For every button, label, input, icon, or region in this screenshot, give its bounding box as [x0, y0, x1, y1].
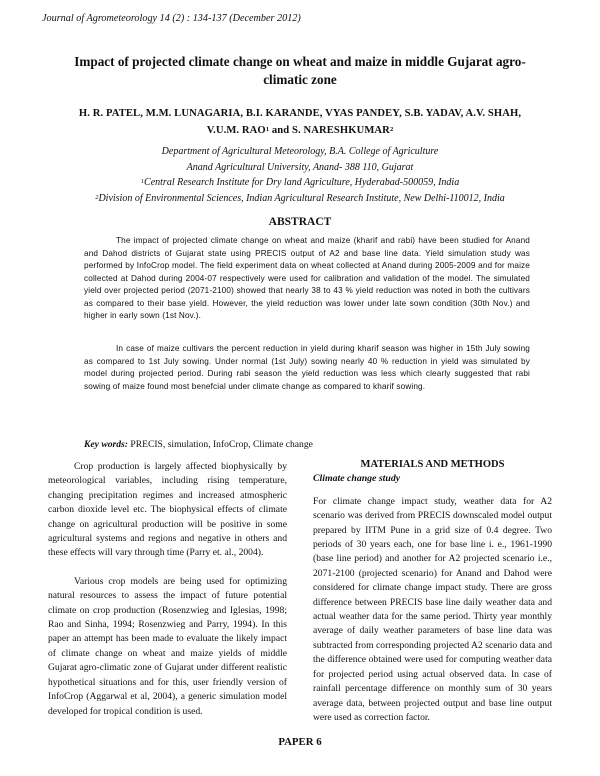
affiliation-4-text: Division of Environmental Sciences, Indian Agricultural Research Institute, New Delhi-110012, India	[98, 192, 505, 204]
keywords	[84, 439, 313, 450]
page-footer: PAPER 6	[278, 736, 322, 748]
climate-change-study-subheading: Climate change study	[313, 473, 401, 485]
author-nareshkumar: and S. NARESHKUMAR	[269, 125, 390, 136]
journal-citation: Journal of Agrometeorology 14 (2) : 134-137 (December 2012)	[42, 13, 301, 24]
author-nareshkumar-affil-mark: 2	[389, 126, 394, 133]
affiliation-3	[40, 175, 560, 191]
keywords-label: Key words:	[84, 439, 128, 450]
materials-methods-heading: MATERIALS AND METHODS	[360, 459, 505, 470]
keywords-list: PRECIS, simulation, InfoCrop, Climate change	[127, 439, 313, 450]
left-column	[48, 458, 287, 733]
author-line-2	[48, 122, 552, 139]
author-line-1: H. R. PATEL, M.M. LUNAGARIA, B.I. KARANDE, VYAS PANDEY, S.B. YADAV, A.V. SHAH,	[78, 108, 522, 119]
affiliation-3-text: Central Research Institute for Dry land Agriculture, Hyderabad-500059, India	[144, 177, 460, 189]
right-column	[313, 458, 552, 725]
abstract-paragraph-1: The impact of projected climate change on wheat and maize (kharif and rabi) have been studied for Anand and Dahod districts of Gujarat state using PRECIS output of A2 and base line data. Yield simulation study was performed by InfoCrop model. The field experiment data on wheat collected at Anand during 2005-2009 and for maize collected at Dahod during 2004-07 respectively were used for calibration and validation of the model. The simulated yield over projected period (2071-2100) showed that nearly 38 to 43 % yield reduction was noted in both the cultivars as compared to their base yield. However, the yield reduction was lower under late sown condition (30th Nov.) and higher in early sown (1st Nov.).	[84, 236, 530, 320]
abstract-heading: ABSTRACT	[268, 216, 332, 228]
affiliations	[40, 144, 560, 206]
intro-paragraph-1: Crop production is largely affected biophysically by meteorological variables, including rising temperature, changing precipitation regimes and increased atmospheric carbon dioxide level etc. The biophysical effects of climate change on agricultural production will be positive in some agricultural systems and regions and negative in others and these effects will vary through time (Parry et. al., 2004).	[48, 461, 287, 559]
intro-paragraph-2: Various crop models are being used for optimizing natural resources to assess the impact of future potential climate on crop production (Rosenzwieg and Iglesias, 1998; Rao and Sinha, 1994; Rosenzwieg and Parry, 1994). In this paper an attempt has been made to evaluate the likely impact of climate change on wheat and maize yields of middle Gujarat agro-climatic zone of Gujarat under different realistic hypothetical situations and for this, user friendly version of InfoCrop (Aggarwal et al, 2004), a generic simulation model developed for tropical condition is used.	[48, 575, 287, 717]
abstract-paragraph-2: In case of maize cultivars the percent reduction in yield during kharif season was higher in 15th July sowing as compared to 1st July sowing. Under normal (1st July) sowing nearly 40 % reduction in yield was simulated by model during projected period. During rabi season the yield reduction was less which clearly suggested that rabi sowing of maize found most benefcial under climate change as compared to kharif sowing.	[84, 344, 530, 391]
author-list	[48, 105, 552, 139]
affiliation-4	[40, 191, 560, 207]
affiliation-2: Anand Agricultural University, Anand- 388 110, Gujarat	[186, 161, 414, 173]
methods-paragraph-1: For climate change impact study, weather data for A2 scenario was derived from PRECIS downscaled model output prepared by IITM Pune in a grid size of 0.4 degree. Two periods of 30 years each, one for base line i. e., 1961-1990 (base line period) and another for A2 projected scenario i.e., 2071-2100 (projected scenario) for Anand and Dahod were considered for climate change impact study. There are gross difference between PRECIS base line daily weather data and actual weather data for the same period. Thirty year monthly average of daily weather parameters of base line data was subtracted from corresponding projected A2 scenario data and the difference obtained were used for computing weather data for projected period using actual observed data. In case of rainfall percentage difference on monthly sum of 30 years average data, between projected output and base line output were used as correction factor.	[313, 495, 552, 723]
author-rao-affil-mark: 1	[265, 126, 270, 133]
author-rao: V.U.M. RAO	[206, 125, 266, 136]
affiliation-1: Department of Agricultural Meteorology, B.A. College of Agriculture	[161, 146, 439, 157]
affiliation-3-mark: 1	[140, 178, 145, 186]
paper-title: Impact of projected climate change on wheat and maize in middle Gujarat agro-climatic zone	[74, 54, 526, 87]
affiliation-4-mark: 2	[95, 193, 99, 201]
